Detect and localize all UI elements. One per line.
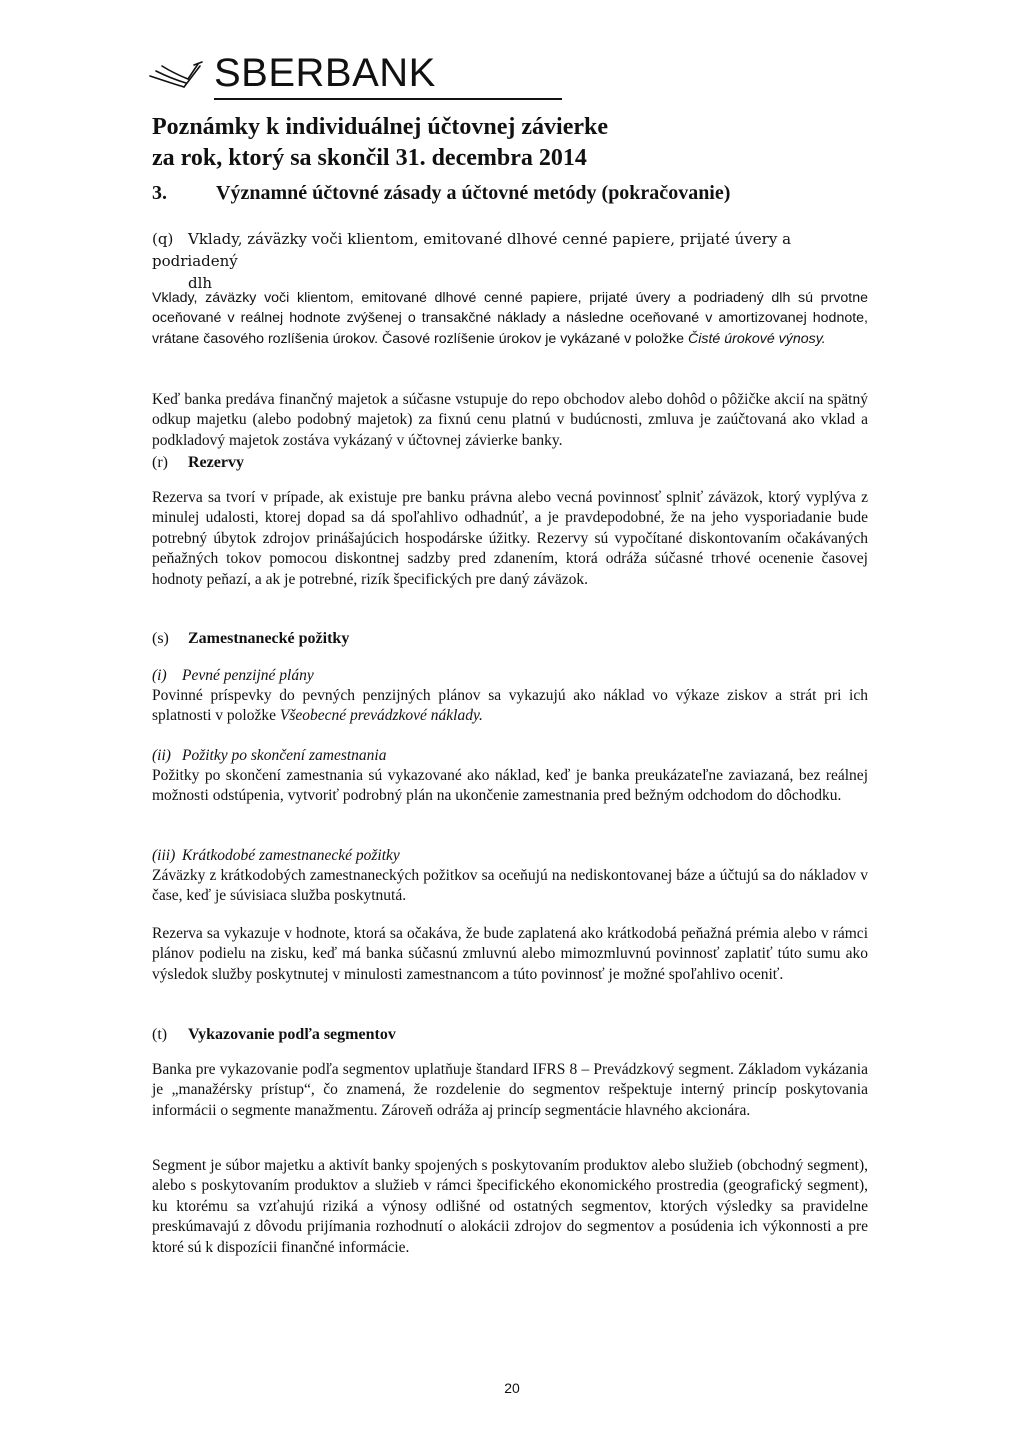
s-iii-paragraph: Záväzky z krátkodobých zamestnaneckých požitkov sa oceňujú na nediskontovanej báze a účtujú sa do nákladov v čase, keď je súvisiaca služba poskytnutá. <box>152 867 868 905</box>
s-i-paragraph <box>152 686 868 727</box>
q-paragraph-2: Keď banka predáva finančný majetok a súčasne vstupuje do repo obchodov alebo dohôd o pôžičke akcií na spätný odkup majetku (alebo podobný majetok) za fixnú cenu platnú v budúcnosti, zmluva je zaúčtovaná ako vklad a podkladový majetok zostáva vykázaný v účtovnej závierke banky. <box>152 391 868 449</box>
subsection-q-heading <box>152 228 868 294</box>
s-i-label: (i) <box>152 667 167 684</box>
subsection-s-title: Zamestnanecké požitky <box>188 630 350 647</box>
s-iii-heading <box>152 846 868 866</box>
title-line-2: za rok, ktorý sa skončil 31. decembra 2014 <box>152 145 587 171</box>
section-heading <box>152 180 912 206</box>
s-ii-paragraph: Požitky po skončení zamestnania sú vykazované ako náklad, keď je banka preukázateľne zaviazaná, bez reálnej možnosti odstúpenia, vytvoriť podrobný plán na ukončenie zamestnania pred bežným odchodom do dôchodku. <box>152 767 868 805</box>
document-title <box>152 112 912 174</box>
subsection-s-heading <box>152 628 868 650</box>
sberbank-wings-icon <box>148 60 204 90</box>
s-ii-label: (ii) <box>152 747 171 764</box>
r-paragraph-1: Rezerva sa tvorí v prípade, ak existuje pre banku právna alebo vecná povinnosť splniť záväzok, ktorý vyplýva z minulej udalosti, ktorej dopad sa dá spoľahlivo odhadnúť, a je pravdepodobné, že na jeho vysporiadanie bude potrebný úbytok zdrojov prinášajúcich hospodárske úžitky. Rezervy sú vypočítané diskontovaním očakávaných peňažných tokov pomocou diskontnej sadzby pred zdanením, ktorá odráža súčasné trhové ocenenie časovej hodnoty peňazí, a ak je potrebné, rizík špecifických pre daný záväzok. <box>152 489 868 588</box>
header-rule <box>214 98 562 100</box>
subsection-t-letter: (t) <box>152 1026 168 1043</box>
subsection-t-title: Vykazovanie podľa segmentov <box>188 1026 396 1043</box>
subsection-q-letter: (q) <box>152 230 174 248</box>
q-paragraph-1 <box>152 288 868 349</box>
section-title: Významné účtovné zásady a účtovné metódy (pokračovanie) <box>216 182 731 204</box>
s-i-heading <box>152 666 868 686</box>
s-last-paragraph: Rezerva sa vykazuje v hodnote, ktorá sa očakáva, že bude zaplatená ako krátkodobá peňažná prémia alebo v rámci plánov podielu na zisku, keď má banka súčasnú zmluvnú alebo mimozmluvnú povinnosť zaplatiť túto sumu ako výsledok služby poskytnutej v minulosti zamestnancom a túto povinnosť je možné spoľahlivo oceniť. <box>152 925 868 983</box>
s-iii-title: Krátkodobé zamestnanecké požitky <box>182 847 400 864</box>
sberbank-logo <box>148 51 436 102</box>
page-number: 20 <box>504 1380 520 1396</box>
subsection-r-letter: (r) <box>152 454 168 471</box>
subsection-r-title: Rezervy <box>188 454 244 471</box>
s-iii-label: (iii) <box>152 847 176 864</box>
title-line-1: Poznámky k individuálnej účtovnej závierke <box>152 114 609 140</box>
q-p1-text: Vklady, záväzky voči klientom, emitované dlhové cenné papiere, prijaté úvery a podriadený dlh sú prvotne oceňované v reálnej hodnote zvýšenej o transakčné náklady a následne oceňované v amortizovanej hodnote, vrátane časového rozlíšenia úrokov. Časové rozlíšenie úrokov je vykázané v položke <box>152 290 868 347</box>
s-i-italic: Všeobecné prevádzkové náklady. <box>279 707 483 725</box>
q-p1-italic: Čisté úrokové výnosy. <box>688 330 826 347</box>
s-i-text: Povinné príspevky do pevných penzijných plánov sa vykazujú ako náklad vo výkaze ziskov a strát pri ich splatnosti v položke <box>152 687 868 725</box>
subsection-q-title-1: Vklady, záväzky voči klientom, emitované dlhové cenné papiere, prijaté úvery a podriadený <box>152 230 792 270</box>
subsection-q-title-2: dlh <box>188 274 213 292</box>
subsection-s-letter: (s) <box>152 630 169 647</box>
subsection-t-heading <box>152 1024 868 1046</box>
t-paragraph-2: Segment je súbor majetku a aktivít banky spojených s poskytovaním produktov alebo služieb (obchodný segment), alebo s poskytovaním produktov a služieb v rámci špecifického ekonomického prostredia (geografický segment), ku ktorému sa vzťahujú riziká a výnosy odlišné od ostatných segmentov, ktorých výsledky sa pravidelne preskúmavajú z dôvodu prijímania rozhodnutí o alokácii zdrojov do segmentov a posúdenia ich výkonnosti a pre ktoré sú k dispozícii finančné informácie. <box>152 1157 868 1256</box>
t-paragraph-1: Banka pre vykazovanie podľa segmentov uplatňuje štandard IFRS 8 – Prevádzkový segment. Základom vykázania je „manažérsky prístup“, čo znamená, že rozdelenie do segmentov rešpektuje interný princíp poskytovania informácii o segmente manažmentu. Zároveň odráža aj princíp segmentácie hlavného akcionára. <box>152 1061 868 1119</box>
section-number: 3. <box>152 182 167 204</box>
subsection-r-heading <box>152 452 868 474</box>
s-i-title: Pevné penzijné plány <box>182 667 314 684</box>
s-ii-title: Požitky po skončení zamestnania <box>182 747 387 764</box>
s-ii-heading <box>152 746 868 766</box>
brand-name: SBERBANK <box>214 51 436 95</box>
